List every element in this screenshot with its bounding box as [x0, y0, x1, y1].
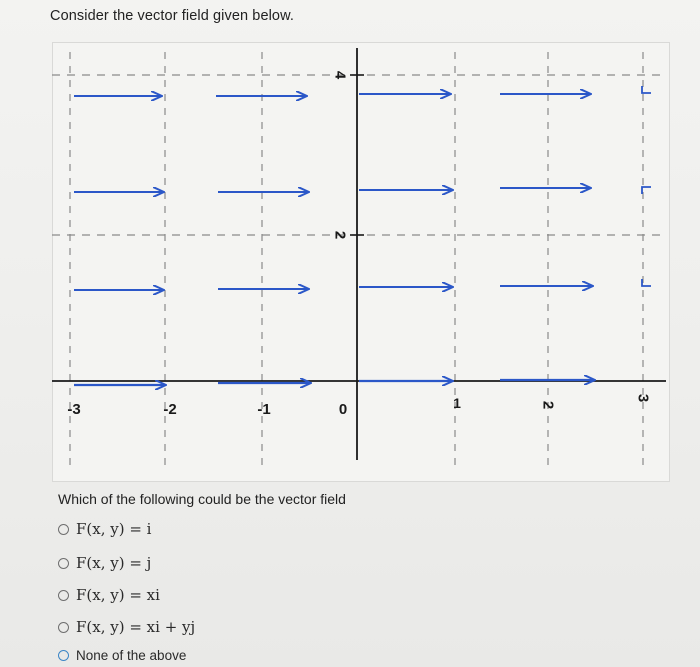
option-label: F(x, y) = xi	[76, 586, 160, 604]
x-tick-label-3: 3	[634, 393, 652, 403]
x-tick-label-1: 1	[453, 395, 461, 411]
radio-button[interactable]	[58, 622, 69, 633]
y-tick-label-2: 2	[331, 230, 349, 240]
option-none-of-the-above[interactable]	[58, 648, 186, 663]
option-f-equals-j[interactable]	[58, 554, 151, 572]
radio-button[interactable]	[58, 650, 69, 661]
x-tick-label-2: 2	[539, 400, 557, 410]
y-tick-label-4: 4	[331, 70, 349, 80]
radio-button[interactable]	[58, 558, 69, 569]
option-f-equals-xi[interactable]	[58, 586, 160, 604]
x-tick-label-neg3: -3	[67, 401, 81, 418]
option-label: F(x, y) = xi + yj	[76, 618, 196, 636]
option-label: F(x, y) = i	[76, 520, 152, 538]
option-label: F(x, y) = j	[76, 554, 152, 572]
radio-button[interactable]	[58, 524, 69, 535]
x-tick-label-0: 0	[338, 401, 348, 418]
option-f-equals-xi-plus-yj[interactable]	[58, 618, 195, 636]
option-label: None of the above	[76, 648, 187, 663]
problem-prompt: Consider the vector field given below.	[50, 8, 294, 24]
x-tick-label-neg2: -2	[163, 401, 177, 418]
vector-arrow-partial	[642, 86, 651, 93]
question-text: Which of the following could be the vector field	[58, 491, 346, 507]
option-f-equals-i[interactable]	[58, 520, 151, 538]
x-tick-label-neg1: -1	[257, 401, 271, 418]
radio-button[interactable]	[58, 590, 69, 601]
